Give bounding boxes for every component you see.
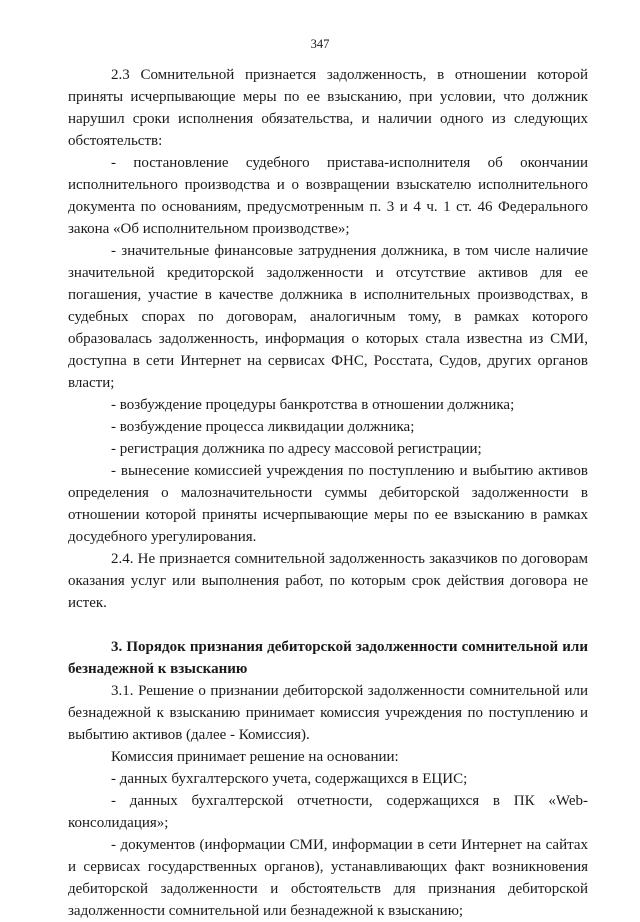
list-item-accounting-data: - данных бухгалтерского учета, содержащихся в ЕЦИС; bbox=[111, 771, 468, 787]
list-item-mass-registration: - регистрация должника по адресу массовой регистрации; bbox=[111, 441, 482, 457]
list-item-bankruptcy: - возбуждение процедуры банкротства в отношении должника; bbox=[111, 397, 515, 413]
list-item-financial-difficulties: - значительные финансовые затруднения должника, в том числе наличие значительной кредиторской задолженности и отсутствие активов для ее погашения, участие в качестве должника в исполнительных производствах, в судебных спорах по договорам, аналогичным тому, в рамках которого образовалась задолженность, информация о которых стала известна из СМИ, доступна в сети Интернет на сервисах ФНС, Росстата, Судов, других органов власти; bbox=[68, 243, 588, 391]
paragraph-commission-basis: Комиссия принимает решение на основании: bbox=[111, 749, 399, 765]
list-item-reporting-data: - данных бухгалтерской отчетности, содержащихся в ПК «Web-консолидация»; bbox=[68, 793, 588, 831]
section-spacer bbox=[68, 614, 588, 636]
page-number: 347 bbox=[310, 37, 330, 51]
section-3-heading: 3. Порядок признания дебиторской задолженности сомнительной или безнадежной к взысканию bbox=[68, 639, 588, 677]
paragraph-2-3: 2.3 Сомнительной признается задолженность, в отношении которой приняты исчерпывающие меры по ее взысканию, при условии, что должник нарушил сроки исполнения обязательства, и наличии одного из следующих обстоятельств: bbox=[68, 67, 588, 149]
list-item-documents: - документов (информации СМИ, информации в сети Интернет на сайтах и сервисах государственных органов), устанавливающих факт возникновения дебиторской задолженности и обстоятельств для признания дебиторской задолженности сомнительной или безнадежной к взысканию; bbox=[68, 837, 588, 919]
list-item-bailiff-resolution: - постановление судебного пристава-исполнителя об окончании исполнительного производства и о возвращении взыскателю исполнительного документа по основаниям, предусмотренным п. 3 и 4 ч. 1 ст. 46 Федерального закона «Об исполнительном производстве»; bbox=[68, 155, 588, 237]
list-item-liquidation: - возбуждение процесса ликвидации должника; bbox=[111, 419, 415, 435]
paragraph-3-1: 3.1. Решение о признании дебиторской задолженности сомнительной или безнадежной к взысканию принимает комиссия учреждения по поступлению и выбытию активов (далее - Комиссия). bbox=[68, 683, 588, 743]
paragraph-2-4: 2.4. Не признается сомнительной задолженность заказчиков по договорам оказания услуг или выполнения работ, по которым срок действия договора не истек. bbox=[68, 551, 588, 611]
document-body bbox=[68, 64, 588, 922]
list-item-commission-decision: - вынесение комиссией учреждения по поступлению и выбытию активов определения о малозначительности суммы дебиторской задолженности в отношении которой приняты исчерпывающие меры по ее взысканию в рамках досудебного урегулирования. bbox=[68, 463, 588, 545]
